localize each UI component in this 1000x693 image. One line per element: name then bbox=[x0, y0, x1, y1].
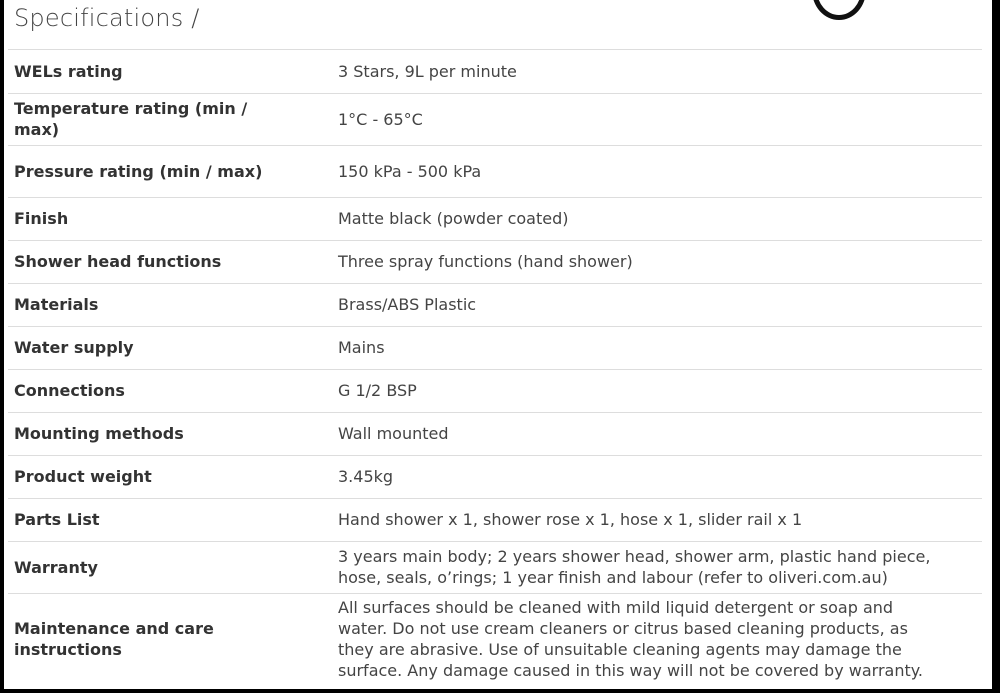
spec-label: Maintenance and care instructions bbox=[14, 619, 214, 660]
spec-label: Shower head functions bbox=[8, 240, 338, 283]
spec-value: 3 Stars, 9L per minute bbox=[338, 50, 982, 93]
spec-value: Hand shower x 1, shower rose x 1, hose x 1, slider rail x 1 bbox=[338, 498, 982, 541]
spec-label: Materials bbox=[8, 283, 338, 326]
spec-value: 3.45kg bbox=[338, 455, 982, 498]
spec-label: Temperature rating (min / max) bbox=[8, 93, 338, 145]
spec-value: 1°C - 65°C bbox=[338, 93, 982, 145]
table-row bbox=[8, 283, 982, 326]
spec-value: Three spray functions (hand shower) bbox=[338, 240, 982, 283]
table-row bbox=[8, 326, 982, 369]
spec-value: G 1/2 BSP bbox=[338, 369, 982, 412]
spec-label: Product weight bbox=[8, 455, 338, 498]
spec-value: Brass/ABS Plastic bbox=[338, 283, 982, 326]
table-row bbox=[8, 50, 982, 93]
spec-value: 3 years main body; 2 years shower head, shower arm, plastic hand piece, hose, seals, o’rings; 1 year finish and labour (refer to oliveri.com.au) bbox=[338, 541, 982, 593]
specifications-panel bbox=[4, 0, 992, 689]
table-row bbox=[8, 145, 982, 197]
table-row bbox=[8, 541, 982, 593]
table-row bbox=[8, 455, 982, 498]
specifications-table bbox=[8, 50, 982, 685]
table-row bbox=[8, 369, 982, 412]
spec-value: Wall mounted bbox=[338, 412, 982, 455]
table-row bbox=[8, 240, 982, 283]
spec-label: WELs rating bbox=[8, 50, 338, 93]
table-row bbox=[8, 197, 982, 240]
spec-label: Water supply bbox=[8, 326, 338, 369]
spec-value: Mains bbox=[338, 326, 982, 369]
table-row bbox=[8, 93, 982, 145]
spec-label: Finish bbox=[8, 197, 338, 240]
spec-value: 150 kPa - 500 kPa bbox=[338, 145, 982, 197]
spec-label: Connections bbox=[8, 369, 338, 412]
table-row bbox=[8, 593, 982, 685]
spec-label: Mounting methods bbox=[8, 412, 338, 455]
section-title: Specifications / bbox=[14, 4, 200, 32]
ring-icon bbox=[812, 0, 866, 20]
table-row bbox=[8, 498, 982, 541]
spec-label: Pressure rating (min / max) bbox=[8, 145, 338, 197]
table-row bbox=[8, 412, 982, 455]
spec-label: Parts List bbox=[8, 498, 338, 541]
spec-value: Matte black (powder coated) bbox=[338, 197, 982, 240]
spec-value: All surfaces should be cleaned with mild liquid detergent or soap and water. Do not use cream cleaners or citrus based cleaning products, as they are abrasive. Use of unsuitable cleaning agents may damage the surface. Any damage caused in this way will not be covered by warranty. bbox=[338, 598, 924, 681]
spec-label: Warranty bbox=[8, 541, 338, 593]
